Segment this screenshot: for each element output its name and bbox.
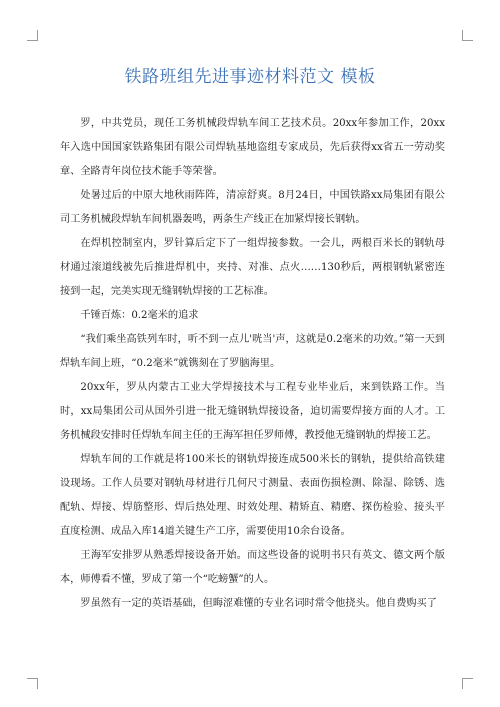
section-heading: 千锤百炼：0.2毫米的追求 <box>80 310 199 321</box>
document-body <box>60 112 445 616</box>
paragraph: 王海军安排罗从熟悉焊接设备开始。而这些设备的说明书只有英文、德文两个版本，师傅看不懂，罗成了第一个“吃螃蟹”的人。 <box>60 550 445 585</box>
crop-mark-top-right <box>462 30 473 41</box>
paragraph: “我们乘坐高铁列车时，听不到一点儿'咣当'声，这就是0.2毫米的功效。”第一天到焊轨车间上班，“0.2毫米”就镌刻在了罗脑海里。 <box>60 334 445 369</box>
paragraph: 20xx年，罗从内蒙古工业大学焊接技术与工程专业毕业后，来到铁路工作。当时，xx局集团公司从国外引进一批无缝钢轨焊接设备，迫切需要焊接方面的人才。工务机械段安排时任焊轨车间主任的王海军担任罗师傅，教授他无缝钢轨的焊接工艺。 <box>60 382 445 441</box>
paragraph: 罗虽然有一定的英语基础，但晦涩难懂的专业名词时常令他挠头。他自费购买了 <box>80 598 437 609</box>
paragraph: 处暑过后的中原大地秋雨阵阵，清凉舒爽。8月24日，中国铁路xx局集团有限公司工务机械段焊轨车间机器轰鸣，两条生产线正在加紧焊接长钢轨。 <box>60 190 445 225</box>
paragraph: 在焊机控制室内，罗针算后定下了一组焊接参数。一会儿，两根百米长的钢轨母材通过滚道线被先后推进焊机中，夹持、对准、点火……130秒后，两根钢轨紧密连接到一起，完美实现无缝钢轨焊接的工艺标准。 <box>60 238 445 297</box>
crop-mark-bottom-left <box>27 678 38 689</box>
paragraph: 焊轨车间的工作就是将100米长的钢轨焊接连成500米长的钢轨，提供给高铁建设现场。工作人员要对钢轨母材进行几何尺寸测量、表面伤损检测、除湿、除锈、选配轨、焊接、焊筋整形、焊后热处理、时效处理、精矫直、精磨、探伤检验、接头平直度检测、成品入库14道关键生产工序，需要使用10余台设备。 <box>60 454 445 537</box>
crop-mark-top-left <box>27 30 38 41</box>
paragraph: 罗，中共党员，现任工务机械段焊轨车间工艺技术员。20xx年参加工作，20xx年入选中国国家铁路集团有限公司焊轨基地盗组专家成员，先后获得xx省五一劳动奖章、全路青年岗位技术能手等荣誉。 <box>60 118 445 177</box>
crop-mark-bottom-right <box>462 678 473 689</box>
document-title: 铁路班组先进事迹材料范文 模板 <box>124 67 376 87</box>
